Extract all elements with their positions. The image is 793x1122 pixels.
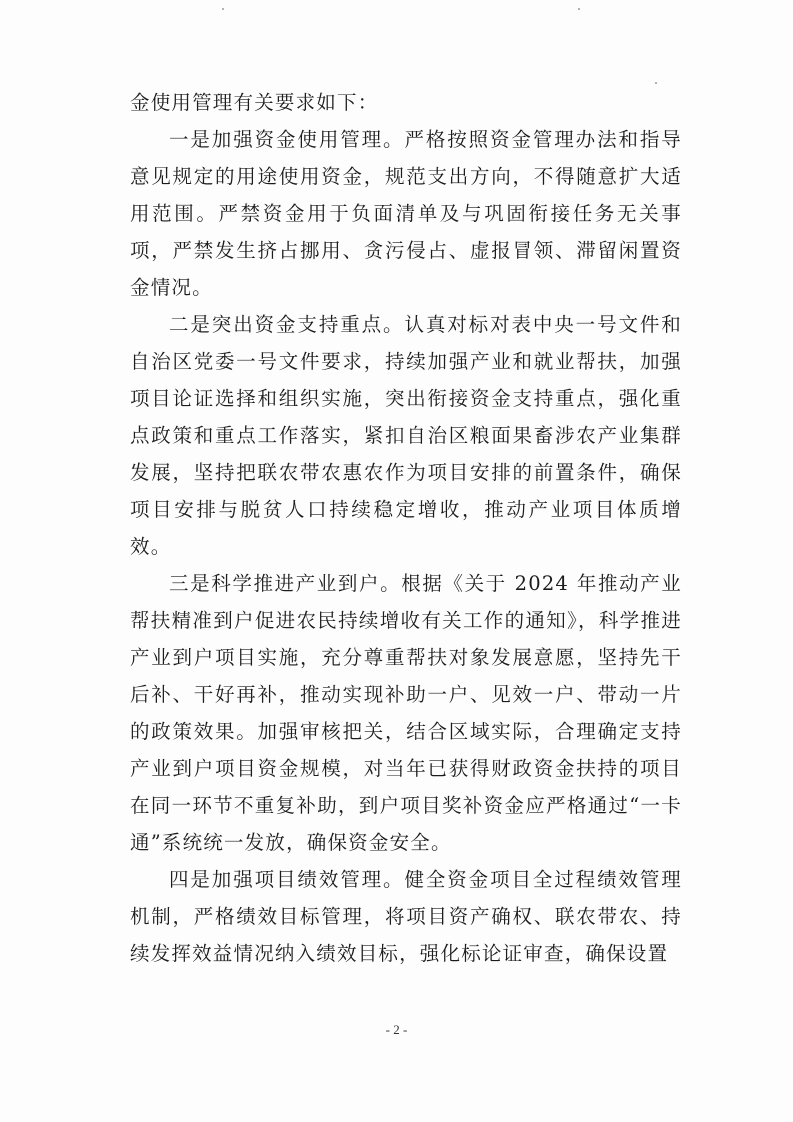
paragraph-4-lead: 四是加强项目绩效管理。 <box>169 868 405 891</box>
paragraph-3 <box>130 565 682 861</box>
scan-speck <box>578 8 580 10</box>
scan-speck <box>222 8 224 10</box>
paragraph-4-text: 健全资金项目全过程绩效管理机制，严格绩效目标管理，将项目资产确权、联农带农、持续发挥效益情况纳入绩效目标，强化标论证审查，确保设置 <box>130 868 682 965</box>
document-body <box>130 84 682 972</box>
paragraph-3-lead: 三是科学推进产业到户。 <box>169 572 402 595</box>
paragraph-2-text: 认真对标对表中央一号文件和自治区党委一号文件要求，持续加强产业和就业帮扶，加强项目论证选择和组织实施，突出衔接资金支持重点，强化重点政策和重点工作落实，紧扣自治区粮面果畜涉农产业集群发展，坚持把联农带农惠农作为项目安排的前置条件，确保项目安排与脱贫人口持续稳定增收，推动产业项目体质增效。 <box>130 313 682 558</box>
paragraph-2-lead: 二是突出资金支持重点。 <box>169 313 405 336</box>
paragraph-4 <box>130 861 682 972</box>
paragraph-2 <box>130 306 682 565</box>
paragraph-1 <box>130 121 682 306</box>
paragraph-1-text: 严格按照资金管理办法和指导意见规定的用途使用资金，规范支出方向，不得随意扩大适用范围。严禁资金用于负面清单及与巩固衔接任务无关事项，严禁发生挤占挪用、贪污侵占、虚报冒领、滞留闲置资金情况。 <box>130 128 682 299</box>
opening-line: 金使用管理有关要求如下： <box>130 91 379 114</box>
page-number: - 2 - <box>385 1022 408 1037</box>
paragraph-3-text: 根据《关于 2024 年推动产业帮扶精准到户促进农民持续增收有关工作的通知》，科学推进产业到户项目实施，充分尊重帮扶对象发展意愿，坚持先干后补、干好再补，推动实现补助一户、见效一户、带动一片的政策效果。加强审核把关，结合区域实际，合理确定支持产业到户项目资金规模，对当年已获得财政资金扶持的项目在同一环节不重复补助，到户项目奖补资金应严格通过“一卡通”系统统一发放，确保资金安全。 <box>130 572 682 854</box>
paragraph-1-lead: 一是加强资金使用管理。 <box>169 128 405 151</box>
